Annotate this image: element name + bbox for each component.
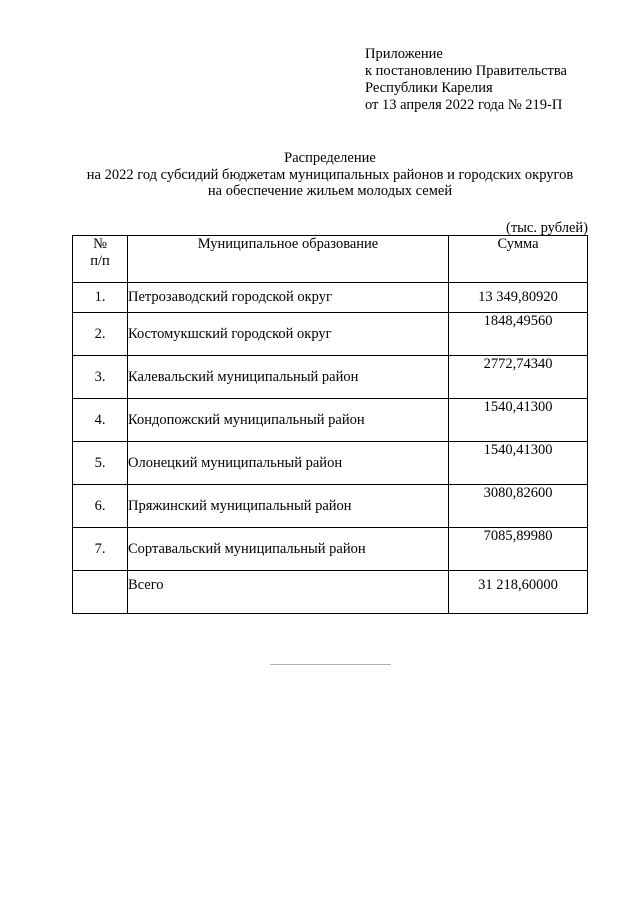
row-municipality: Кондопожский муниципальный район [128, 399, 449, 442]
heading-title: Распределение [284, 150, 376, 166]
heading-subtitle-1: на 2022 год субсидий бюджетам муниципальных районов и городских округов [86, 166, 574, 183]
row-municipality: Калевальский муниципальный район [128, 356, 449, 399]
row-number: 3. [73, 356, 128, 399]
row-sum: 1540,41300 [449, 399, 588, 442]
row-sum: 2772,74340 [449, 356, 588, 399]
row-sum: 3080,82600 [449, 485, 588, 528]
row-municipality: Пряжинский муниципальный район [128, 485, 449, 528]
row-sum: 1540,41300 [449, 442, 588, 485]
table-row [73, 485, 588, 528]
total-label: Всего [128, 571, 449, 614]
table-row [73, 442, 588, 485]
table-header-row [73, 236, 588, 283]
annex-reference: к постановлению Правительства [365, 63, 567, 79]
table-row [73, 356, 588, 399]
row-number: 4. [73, 399, 128, 442]
footer-divider [270, 664, 391, 665]
annex-date-number: от 13 апреля 2022 года № 219-П [365, 97, 563, 113]
annex-title: Приложение [365, 46, 443, 62]
heading-subtitle-2: на обеспечение жильем молодых семей [207, 183, 453, 199]
row-sum: 1848,49560 [449, 313, 588, 356]
header-number-symbol: № [93, 236, 107, 252]
row-municipality: Сортавальский муниципальный район [128, 528, 449, 571]
header-number [73, 236, 128, 283]
annex-block [365, 46, 567, 114]
total-sum: 31 218,60000 [449, 571, 588, 614]
row-number: 5. [73, 442, 128, 485]
row-sum: 7085,89980 [449, 528, 588, 571]
header-municipality: Муниципальное образование [128, 236, 449, 283]
table-row [73, 399, 588, 442]
table-row [73, 528, 588, 571]
row-number: 6. [73, 485, 128, 528]
row-municipality: Костомукшский городской округ [128, 313, 449, 356]
distribution-table [72, 235, 588, 614]
row-municipality: Петрозаводский городской округ [128, 283, 449, 313]
table-total-row [73, 571, 588, 614]
header-sum: Сумма [449, 236, 588, 283]
annex-authority: Республики Карелия [365, 80, 493, 96]
units-note: (тыс. рублей) [506, 220, 588, 236]
row-number: 1. [73, 283, 128, 313]
document-heading [60, 150, 600, 200]
table-row [73, 313, 588, 356]
row-number: 7. [73, 528, 128, 571]
table-row [73, 283, 588, 313]
total-number-cell [73, 571, 128, 614]
header-number-abbrev: п/п [90, 253, 110, 269]
row-number: 2. [73, 313, 128, 356]
row-municipality: Олонецкий муниципальный район [128, 442, 449, 485]
row-sum: 13 349,80920 [449, 283, 588, 313]
